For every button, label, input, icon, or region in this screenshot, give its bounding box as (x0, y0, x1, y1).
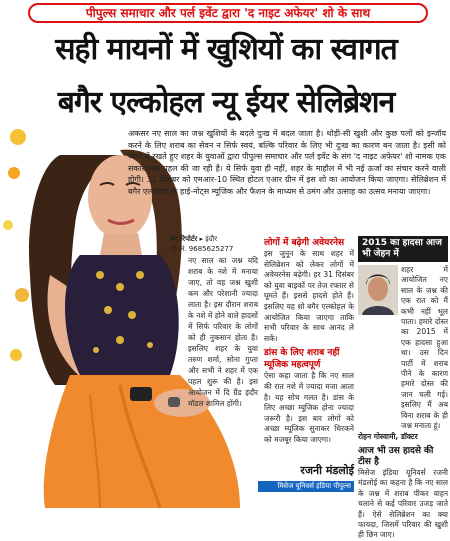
sidebar-heading-2: आज भी उस हादसे की टीस है (358, 445, 434, 467)
sidebar-text-1: शहर में आयोजित नए साल के जश्न की एक रात को मैं कभी नहीं भूल पाता। हमारे दोस्त का 2015 में एक हादसा हुआ था। उस दिन पार्टी में शराब पीने के कारण हमारे दोस्त की जान चली गई। इसलिए मैं अब बिना शराब के ही जश्न मनाता हूं। (401, 265, 448, 431)
headline-line-2: बगैर एल्कोहल न्यू ईयर सेलिब्रेशन (57, 85, 395, 120)
column-2-paragraph-2: ऐसा कहा जाता है कि नए साल की रात नशे में ज्यादा मजा आता है। यह सोच गलत है। डांस के लिए अच्छा म्यूजिक होना ज्यादा जरूरी है। इस बार लोगों को अच्छा म्यूजिक सुनाकर थिरकने को मजबूर किया जाएगा। (264, 371, 354, 444)
signature-name: रजनी मंडलोई (300, 464, 354, 477)
sidebar-text-2: मिसेज इंडिया यूनिवर्स रजनी मंडलोई का कहना है कि नए साल के जश्न में शराब पीकर वाहन चलाने से कई परिवार उजड़ जाते हैं। ऐसे सेलिब्रेशन का क्या फायदा, जिसमें परिवार की खुशी ही छिन जाए। (358, 467, 448, 540)
column-2-heading-2: डांस के लिए शराब नहीं म्यूजिक महत्वपूर्ण (264, 348, 340, 371)
byline (170, 234, 233, 254)
article-column-2 (264, 237, 354, 446)
column-2-heading: लोगों में बढ़ेगी अवेयरनेस (264, 238, 345, 248)
byline-separator: ▸ (199, 235, 204, 243)
signature-block (258, 463, 354, 492)
sidebar-box (358, 236, 448, 540)
sidebar-person-name: रोहन गोस्वामी, डॉक्टर (358, 431, 418, 441)
byline-place: इंदौर (205, 235, 218, 243)
article-column-1: नए साल का जश्न यदि शराब के नशे में मनाया जाए, तो वह जश्न खुशी कम और परेशानी ज्यादा लाता है। इस दौरान शराब के नशे में होने वाले हादसों में सिर्फ परिवार के लोगों को ही नुकसान होता है। इसलिए शहर के युवा तरुण शर्मा, सोना गुप्ता और सभी ने शहर में एक पहल शुरू की है। इस आयोजन में दि ग्रैंड इंदौर मॉडल शामिल होंगी। (188, 256, 258, 408)
byline-mobile: मो. नं. 9685625277 (170, 245, 234, 253)
kicker-bar (0, 0, 450, 24)
kicker-label: पीपुल्स समाचार और पर्ल इवेंट द्वारा 'द नाइट अफेयर' शो के साथ (28, 3, 428, 23)
intro-paragraph: अकसर नए साल का जश्न खुशियों के बदले दुःख में बदल जाता है। थोड़ी-सी खुशी और कुछ पलों को इन्जॉय करने के लिए शराब का सेवन न सिर्फ स्वयं, बल्कि परिवार के लिए भी दुःख का कारण बन जाता है। इसी को ध्यान में रखते हुए शहर के युवाओं द्वारा पीपुल्स समाचार और पर्ल इवेंट के संग 'द नाइट अफेयर' शो नामक एक सकारात्मक पहल की जा रही है। ये सिर्फ युवा ही नहीं, शहर के माहौल में भी नई ऊर्जा का संचार करने वाली होगी। 31 दिसंबर को एमआर-10 स्थित होटल एआर ग्रीन में इस शो का आयोजन किया जाएगा। सेलिब्रेशन में बगैर एल्कोहल के हाई-नोट्स म्यूजिक और फैशन के माध्यम से उमंग और उत्साह का उत्सव मनाया जाएगा। (128, 129, 446, 196)
man-portrait-photo (358, 265, 398, 315)
sidebar-heading-1: 2015 का हादसा आज भी जेहन में (358, 236, 448, 262)
column-2-paragraph-1: इस जुनून के साथ शहर में सेलिब्रेशन को लेकर लोगों में अवेयरनेस बढ़ेगी। हर 31 दिसंबर को युवा बाइकों पर तेज रफ्तार से घूमते हैं। इससे हादसे होते हैं। इसलिए यह शो बगैर एल्कोहल के आयोजित किया जाएगा ताकि सभी परिवार के साथ आनंद ले सकें। (264, 249, 354, 343)
signature-role-badge: मिसेज यूनिवर्स इंडिया पीपुल्स (258, 481, 354, 492)
headline-line-1: सही मायनों में खुशियों का स्वागत (55, 32, 397, 67)
byline-name: यंग रिपोर्टर (170, 235, 198, 243)
